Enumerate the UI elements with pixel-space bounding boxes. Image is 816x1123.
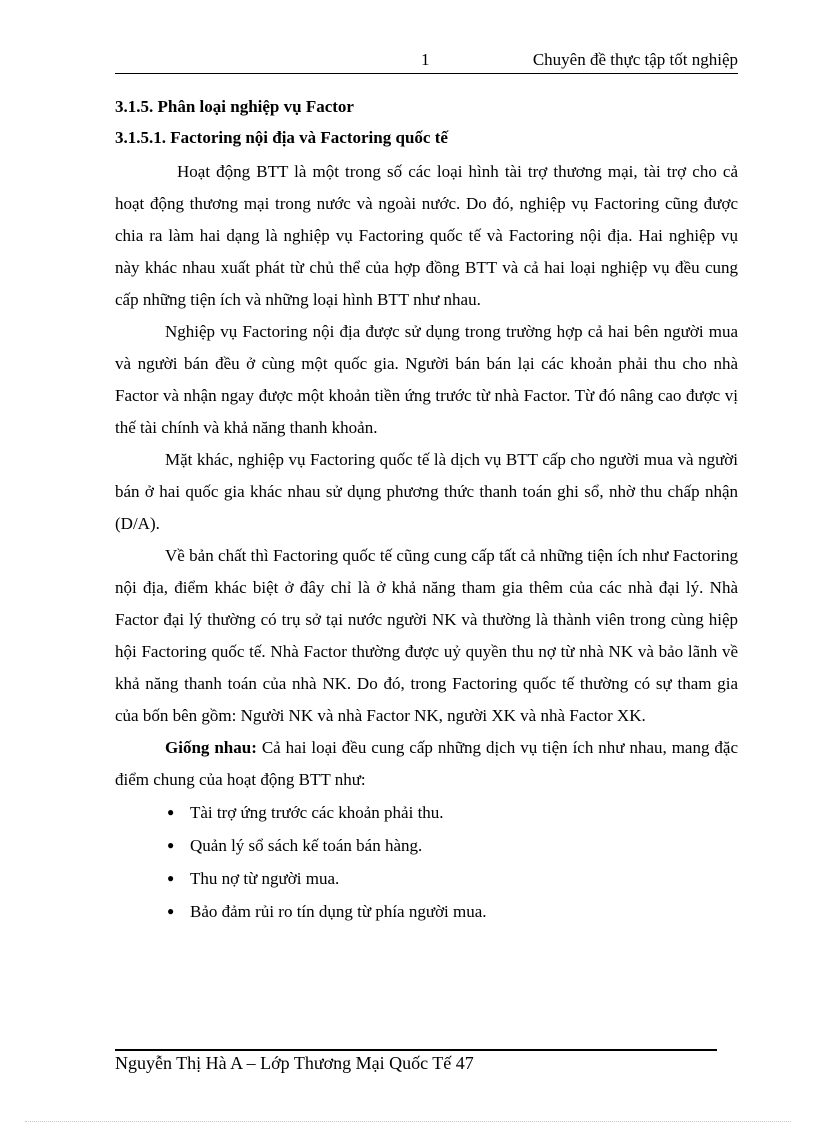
list-item-text: Bảo đảm rủi ro tín dụng từ phía người mua.: [190, 902, 487, 921]
page-number: 1: [421, 50, 430, 69]
page-edge: [25, 1121, 791, 1122]
similarities-paragraph: [115, 732, 738, 796]
list-item-text: Tài trợ ứng trước các khoản phải thu.: [190, 803, 444, 822]
list-item: [115, 895, 738, 928]
similarities-lead: Giống nhau:: [165, 738, 257, 757]
paragraph-3: Mặt khác, nghiệp vụ Factoring quốc tế là dịch vụ BTT cấp cho người mua và người bán ở hai quốc gia khác nhau sử dụng phương thức thanh toán ghi sổ, nhờ thu chấp nhận (D/A).: [115, 450, 738, 533]
bullet-dot-icon: ●: [167, 805, 175, 819]
section-heading: 3.1.5. Phân loại nghiệp vụ Factor: [115, 97, 354, 116]
paragraph-2: Nghiệp vụ Factoring nội địa được sử dụng trong trường hợp cả hai bên người mua và người bán đều ở cùng một quốc gia. Người bán bán lại các khoản phải thu cho nhà Factor và nhận ngay được một khoản tiền ứng trước từ nhà Factor. Từ đó nâng cao được vị thế tài chính và khả năng thanh khoản.: [115, 322, 738, 437]
header-divider: [115, 73, 738, 74]
header-title: Chuyên đề thực tập tốt nghiệp: [532, 50, 738, 69]
list-item: [115, 829, 738, 862]
bullet-dot-icon: ●: [167, 904, 175, 918]
list-item: [115, 862, 738, 895]
footer-divider: [115, 1049, 717, 1051]
subsection-heading: 3.1.5.1. Factoring nội địa và Factoring quốc tế: [115, 128, 448, 147]
paragraph-4: Về bản chất thì Factoring quốc tế cũng cung cấp tất cả những tiện ích như Factoring nội địa, điểm khác biệt ở đây chỉ là ở khả năng tham gia thêm của các nhà đại lý. Nhà Factor đại lý thường có trụ sở tại nước người NK và thường là thành viên trong cùng hiệp hội Factoring quốc tế. Nhà Factor thường được uỷ quyền thu nợ từ nhà NK và bảo lãnh về khả năng thanh toán của nhà NK. Do đó, trong Factoring quốc tế thường có sự tham gia của bốn bên gồm: Người NK và nhà Factor NK, người XK và nhà Factor XK.: [115, 546, 738, 725]
page-header: [115, 48, 738, 72]
paragraph-1: Hoạt động BTT là một trong số các loại hình tài trợ thương mại, tài trợ cho cả hoạt động thương mại trong nước và ngoài nước. Do đó, nghiệp vụ Factoring cũng được chia ra làm hai dạng là nghiệp vụ Factoring quốc tế và Factoring nội địa. Hai nghiệp vụ này khác nhau xuất phát từ chủ thể của hợp đồng BTT và cả hai loại nghiệp vụ đều cung cấp những tiện ích và những loại hình BTT như nhau.: [115, 162, 738, 309]
bullet-dot-icon: ●: [167, 871, 175, 885]
list-item: [115, 796, 738, 829]
page-footer: Nguyễn Thị Hà A – Lớp Thương Mại Quốc Tế 47: [115, 1053, 474, 1073]
list-item-text: Quản lý sổ sách kế toán bán hàng.: [190, 836, 423, 855]
similarities-text: Cả hai loại đều cung cấp những dịch vụ tiện ích như nhau, mang đặc điểm chung của hoạt động BTT như:: [115, 738, 738, 789]
list-item-text: Thu nợ từ người mua.: [190, 869, 340, 888]
bullet-dot-icon: ●: [167, 838, 175, 852]
document-body: [115, 93, 738, 928]
similarities-list: [115, 796, 738, 928]
